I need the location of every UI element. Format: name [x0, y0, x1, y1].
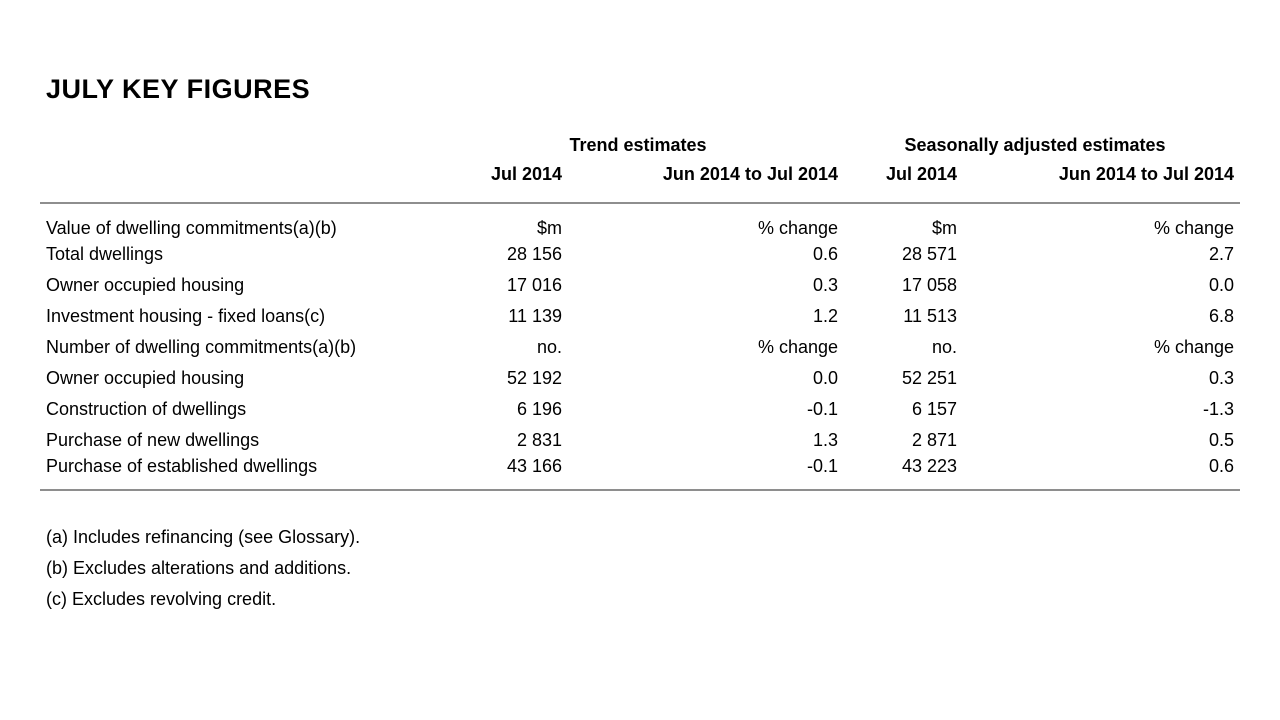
cell-value: 2 871	[911, 430, 957, 450]
cell-value: 0.3	[812, 275, 838, 295]
footnote-a: (a) Includes refinancing (see Glossary).	[46, 527, 361, 547]
table-row	[40, 270, 1240, 301]
corner-cell	[40, 131, 460, 158]
cell-value: -1.3	[1202, 399, 1234, 419]
cell-value: 17 016	[506, 275, 562, 295]
cell-value: 52 251	[901, 368, 957, 388]
row-label: Construction of dwellings	[46, 399, 247, 419]
cell-value: 43 223	[844, 456, 963, 490]
table-row	[40, 239, 1240, 270]
sub-header-sa-change: Jun 2014 to Jul 2014	[963, 158, 1240, 203]
cell-value: 0.3	[1208, 368, 1234, 388]
cell-value: 6 157	[911, 399, 957, 419]
footnotes	[46, 522, 360, 615]
cell-value: $m	[536, 218, 562, 238]
cell-value: 1.2	[812, 306, 838, 326]
key-figures-table	[40, 131, 1240, 491]
corner-cell	[40, 158, 460, 203]
cell-value: $m	[931, 218, 957, 238]
cell-value: no.	[931, 337, 957, 357]
cell-value: -0.1	[568, 456, 844, 490]
group-header-seasonally-adjusted: Seasonally adjusted estimates	[904, 135, 1166, 155]
table-row	[40, 425, 1240, 456]
row-label: Value of dwelling commitments(a)(b)	[46, 218, 337, 238]
cell-value: 6.8	[1208, 306, 1234, 326]
sub-header-trend-change: Jun 2014 to Jul 2014	[568, 158, 844, 203]
cell-value: 52 192	[506, 368, 562, 388]
row-label: Owner occupied housing	[46, 275, 245, 295]
cell-value: -0.1	[806, 399, 838, 419]
cell-value: 0.0	[1208, 275, 1234, 295]
cell-value: 11 513	[903, 306, 957, 326]
table-row	[40, 363, 1240, 394]
group-header-trend: Trend estimates	[569, 135, 707, 155]
cell-value: 6 196	[516, 399, 562, 419]
sub-header-row	[40, 158, 1240, 203]
cell-value: 0.0	[812, 368, 838, 388]
row-label: Number of dwelling commitments(a)(b)	[46, 337, 357, 357]
cell-value: % change	[1153, 337, 1234, 357]
cell-value: 11 139	[508, 306, 562, 326]
cell-value: % change	[757, 218, 838, 238]
group-header-row	[40, 131, 1240, 158]
cell-value: 0.5	[1208, 430, 1234, 450]
cell-value: 17 058	[901, 275, 957, 295]
footnote-b: (b) Excludes alterations and additions.	[46, 558, 352, 578]
cell-value: 2 831	[516, 430, 562, 450]
cell-value: % change	[1153, 218, 1234, 238]
footnote-c: (c) Excludes revolving credit.	[46, 589, 277, 609]
cell-value: 28 571	[901, 244, 957, 264]
cell-value: 0.6	[963, 456, 1240, 490]
cell-value: % change	[757, 337, 838, 357]
table-row	[40, 203, 1240, 239]
row-label: Investment housing - fixed loans(c)	[46, 306, 326, 326]
sub-header-sa-period: Jul 2014	[844, 158, 963, 203]
row-label: Purchase of new dwellings	[46, 430, 260, 450]
cell-value: 2.7	[1208, 244, 1234, 264]
cell-value: 28 156	[506, 244, 562, 264]
table-row	[40, 332, 1240, 363]
row-label: Owner occupied housing	[46, 368, 245, 388]
cell-value: 0.6	[812, 244, 838, 264]
row-label: Total dwellings	[46, 244, 164, 264]
cell-value: 43 166	[460, 456, 568, 490]
page-title: JULY KEY FIGURES	[46, 74, 311, 104]
cell-value: 1.3	[812, 430, 838, 450]
sub-header-trend-period: Jul 2014	[460, 158, 568, 203]
table-row	[40, 456, 1240, 490]
row-label: Purchase of established dwellings	[40, 456, 460, 490]
cell-value: no.	[536, 337, 562, 357]
table-row	[40, 301, 1240, 332]
table-row	[40, 394, 1240, 425]
